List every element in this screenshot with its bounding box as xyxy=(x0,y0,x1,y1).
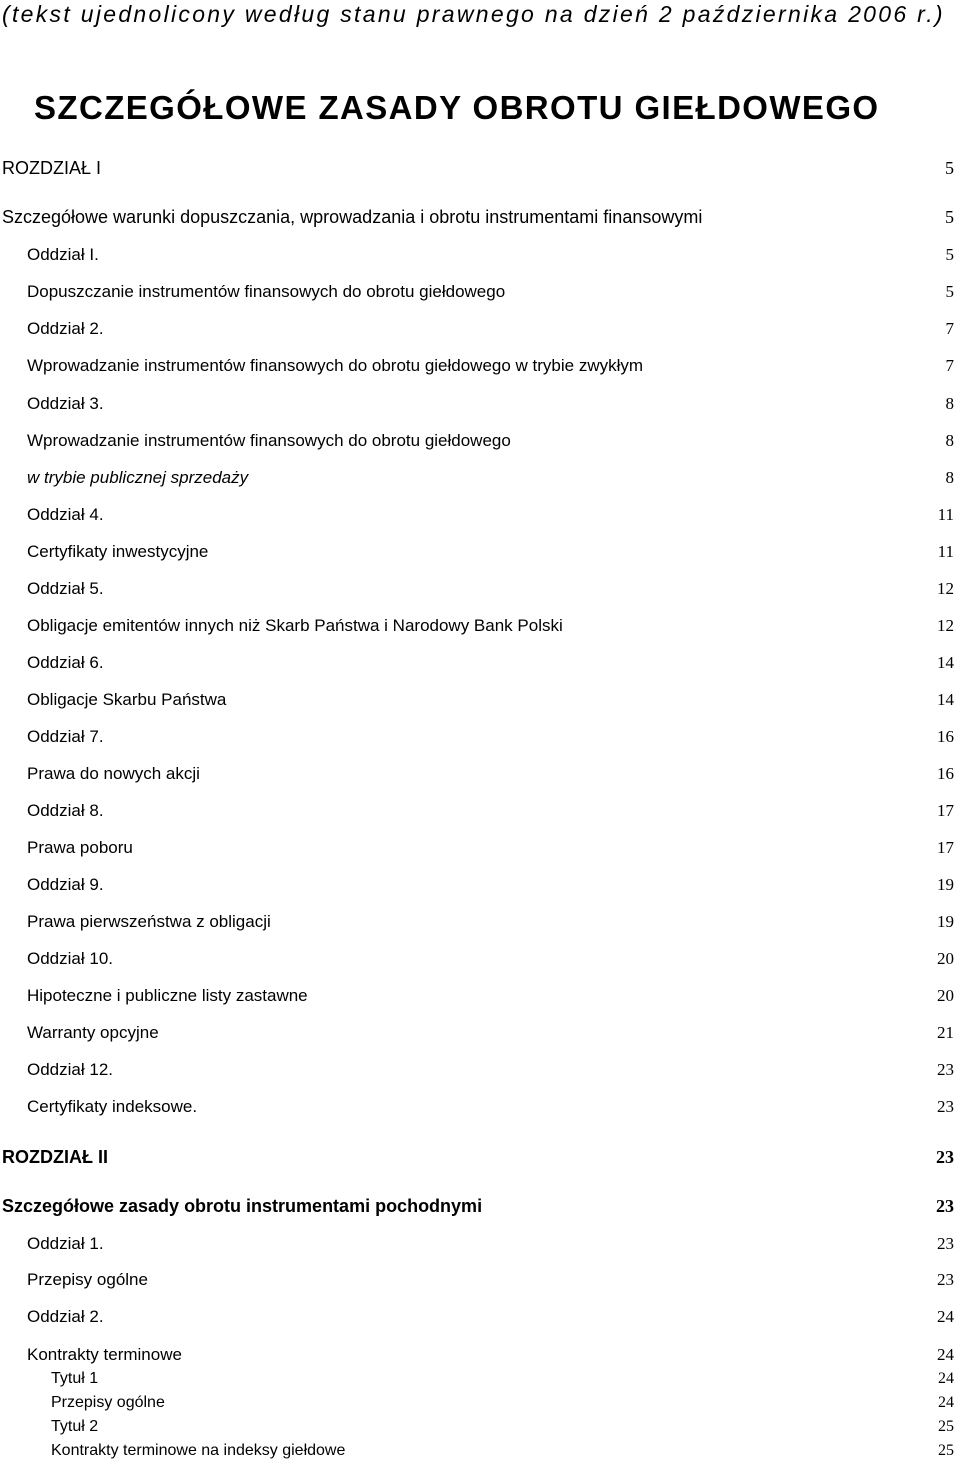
toc-entry-page: 7 xyxy=(945,356,954,375)
toc-entry-section-12[interactable] xyxy=(27,1058,954,1082)
toc-entry-label: Certyfikaty inwestycyjne xyxy=(27,542,209,561)
toc-entry-section-1-title[interactable] xyxy=(27,280,954,304)
toc-entry-label: Oddział 1. xyxy=(27,1234,104,1253)
toc-entry-section-4-title[interactable] xyxy=(27,540,954,564)
toc-entry-page: 7 xyxy=(945,319,954,338)
toc-entry-page: 8 xyxy=(945,468,954,487)
toc-entry-label: ROZDZIAŁ I xyxy=(2,158,102,178)
toc-entry-page: 16 xyxy=(937,764,954,783)
toc-entry-label: Wprowadzanie instrumentów finansowych do obrotu giełdowego xyxy=(27,431,511,450)
toc-entry-section-2-title[interactable] xyxy=(27,354,954,378)
toc-entry-page: 8 xyxy=(945,431,954,450)
toc-entry-page: 11 xyxy=(937,542,954,561)
toc-entry-page: 23 xyxy=(936,1147,954,1167)
toc-entry-page: 8 xyxy=(945,394,954,413)
toc-entry-section-9-title[interactable] xyxy=(27,910,954,934)
toc-entry-page: 20 xyxy=(937,986,954,1005)
toc-entry-page: 23 xyxy=(937,1270,954,1289)
toc-entry-label: Kontrakty terminowe xyxy=(27,1345,182,1364)
toc-entry-label: Oddział 5. xyxy=(27,579,104,598)
toc-entry-ch2-section-1[interactable] xyxy=(27,1232,954,1256)
toc-entry-page: 23 xyxy=(937,1234,954,1253)
toc-entry-page: 16 xyxy=(937,727,954,746)
toc-entry-label: Szczegółowe zasady obrotu instrumentami pochodnymi xyxy=(2,1196,483,1216)
toc-entry-page: 24 xyxy=(938,1394,954,1411)
toc-entry-page: 23 xyxy=(937,1097,954,1116)
toc-entry-label: Dopuszczanie instrumentów finansowych do obrotu giełdowego xyxy=(27,282,506,301)
toc-entry-section-10-title[interactable] xyxy=(27,984,954,1008)
toc-entry-page: 19 xyxy=(937,875,954,894)
toc-entry-page: 12 xyxy=(937,616,954,635)
toc-entry-page: 12 xyxy=(937,579,954,598)
document-title: SZCZEGÓŁOWE ZASADY OBROTU GIEŁDOWEGO xyxy=(34,89,880,126)
toc-entry-label: ROZDZIAŁ II xyxy=(2,1147,108,1167)
toc-entry-label: w trybie publicznej sprzedaży xyxy=(27,468,249,487)
toc-entry-label: Oddział 2. xyxy=(27,1307,104,1326)
toc-entry-page: 17 xyxy=(937,801,954,820)
toc-entry-page: 20 xyxy=(937,949,954,968)
toc-entry-page: 5 xyxy=(945,282,954,301)
toc-entry-page: 5 xyxy=(945,207,954,227)
toc-entry-label: Warranty opcyjne xyxy=(27,1023,159,1042)
toc-entry-ch2-section-2[interactable] xyxy=(27,1305,954,1329)
toc-entry-page: 5 xyxy=(945,158,954,178)
toc-entry-chapter-2[interactable] xyxy=(2,1145,954,1169)
toc-entry-section-7-title[interactable] xyxy=(27,762,954,786)
toc-entry-label: Kontrakty terminowe na indeksy giełdowe xyxy=(51,1442,346,1459)
toc-entry-label: Oddział 2. xyxy=(27,319,104,338)
toc-entry-label: Tytuł 1 xyxy=(51,1370,99,1387)
toc-entry-label: Prawa pierwszeństwa z obligacji xyxy=(27,912,271,931)
toc-entry-label: Oddział 7. xyxy=(27,727,104,746)
toc-entry-chapter-1-title[interactable] xyxy=(2,205,954,229)
toc-entry-page: 23 xyxy=(937,1060,954,1079)
toc-entry-section-6[interactable] xyxy=(27,651,954,675)
toc-entry-section-12-title[interactable] xyxy=(27,1095,954,1119)
toc-entry-title-1-desc[interactable] xyxy=(51,1392,954,1414)
toc-entry-chapter-2-title[interactable] xyxy=(2,1194,954,1218)
toc-entry-label: Oddział 8. xyxy=(27,801,104,820)
toc-entry-page: 11 xyxy=(937,505,954,524)
toc-entry-page: 5 xyxy=(945,245,954,264)
toc-entry-label: Obligacje Skarbu Państwa xyxy=(27,690,227,709)
toc-entry-section-3-title-cont[interactable] xyxy=(27,466,954,490)
toc-entry-page: 14 xyxy=(937,690,954,709)
toc-entry-chapter-1[interactable] xyxy=(2,156,954,180)
toc-entry-label: Oddział 9. xyxy=(27,875,104,894)
toc-entry-label: Przepisy ogólne xyxy=(27,1270,148,1289)
toc-entry-section-6-title[interactable] xyxy=(27,688,954,712)
toc-entry-section-11-title[interactable] xyxy=(27,1021,954,1045)
toc-entry-label: Tytuł 2 xyxy=(51,1418,99,1435)
legal-status-note: (tekst ujednolicony według stanu prawnego na dzień 2 października 2006 r.) xyxy=(2,1,945,27)
toc-entry-section-8-title[interactable] xyxy=(27,836,954,860)
toc-entry-section-4[interactable] xyxy=(27,503,954,527)
toc-entry-label: Oddział 3. xyxy=(27,394,104,413)
toc-entry-ch2-section-2-title[interactable] xyxy=(27,1343,954,1367)
toc-entry-section-7[interactable] xyxy=(27,725,954,749)
toc-entry-section-2[interactable] xyxy=(27,317,954,341)
toc-entry-page: 24 xyxy=(938,1370,954,1387)
toc-entry-label: Prawa poboru xyxy=(27,838,133,857)
toc-entry-label: Hipoteczne i publiczne listy zastawne xyxy=(27,986,308,1005)
toc-entry-label: Oddział 6. xyxy=(27,653,104,672)
toc-entry-section-1[interactable] xyxy=(27,243,954,267)
toc-entry-section-5[interactable] xyxy=(27,577,954,601)
toc-entry-label: Przepisy ogólne xyxy=(51,1394,165,1411)
toc-entry-label: Oddział I. xyxy=(27,245,99,264)
toc-entry-label: Szczegółowe warunki dopuszczania, wprowadzania i obrotu instrumentami finansowymi xyxy=(2,207,703,227)
toc-entry-label: Oddział 12. xyxy=(27,1060,113,1079)
toc-entry-page: 25 xyxy=(938,1418,954,1435)
toc-entry-label: Prawa do nowych akcji xyxy=(27,764,200,783)
toc-entry-label: Certyfikaty indeksowe. xyxy=(27,1097,198,1116)
toc-entry-section-10[interactable] xyxy=(27,947,954,971)
toc-entry-section-8[interactable] xyxy=(27,799,954,823)
toc-entry-section-5-title[interactable] xyxy=(27,614,954,638)
toc-entry-label: Oddział 10. xyxy=(27,949,113,968)
toc-entry-page: 19 xyxy=(937,912,954,931)
toc-entry-title-2-desc[interactable] xyxy=(51,1440,954,1462)
toc-entry-title-1[interactable] xyxy=(51,1368,954,1390)
toc-entry-page: 24 xyxy=(937,1307,954,1326)
toc-entry-label: Oddział 4. xyxy=(27,505,104,524)
toc-entry-label: Wprowadzanie instrumentów finansowych do obrotu giełdowego w trybie zwykłym xyxy=(27,356,644,375)
toc-entry-page: 17 xyxy=(937,838,954,857)
toc-entry-ch2-section-1-title[interactable] xyxy=(27,1268,954,1292)
toc-entry-section-3-title[interactable] xyxy=(27,429,954,453)
toc-entry-section-3[interactable] xyxy=(27,392,954,416)
toc-entry-page: 25 xyxy=(938,1442,954,1459)
toc-entry-page: 21 xyxy=(937,1023,954,1042)
toc-entry-section-9[interactable] xyxy=(27,873,954,897)
toc-entry-page: 23 xyxy=(936,1196,954,1216)
toc-entry-label: Obligacje emitentów innych niż Skarb Państwa i Narodowy Bank Polski xyxy=(27,616,563,635)
toc-entry-title-2[interactable] xyxy=(51,1416,954,1438)
toc-entry-page: 14 xyxy=(937,653,954,672)
toc-entry-page: 24 xyxy=(937,1345,954,1364)
